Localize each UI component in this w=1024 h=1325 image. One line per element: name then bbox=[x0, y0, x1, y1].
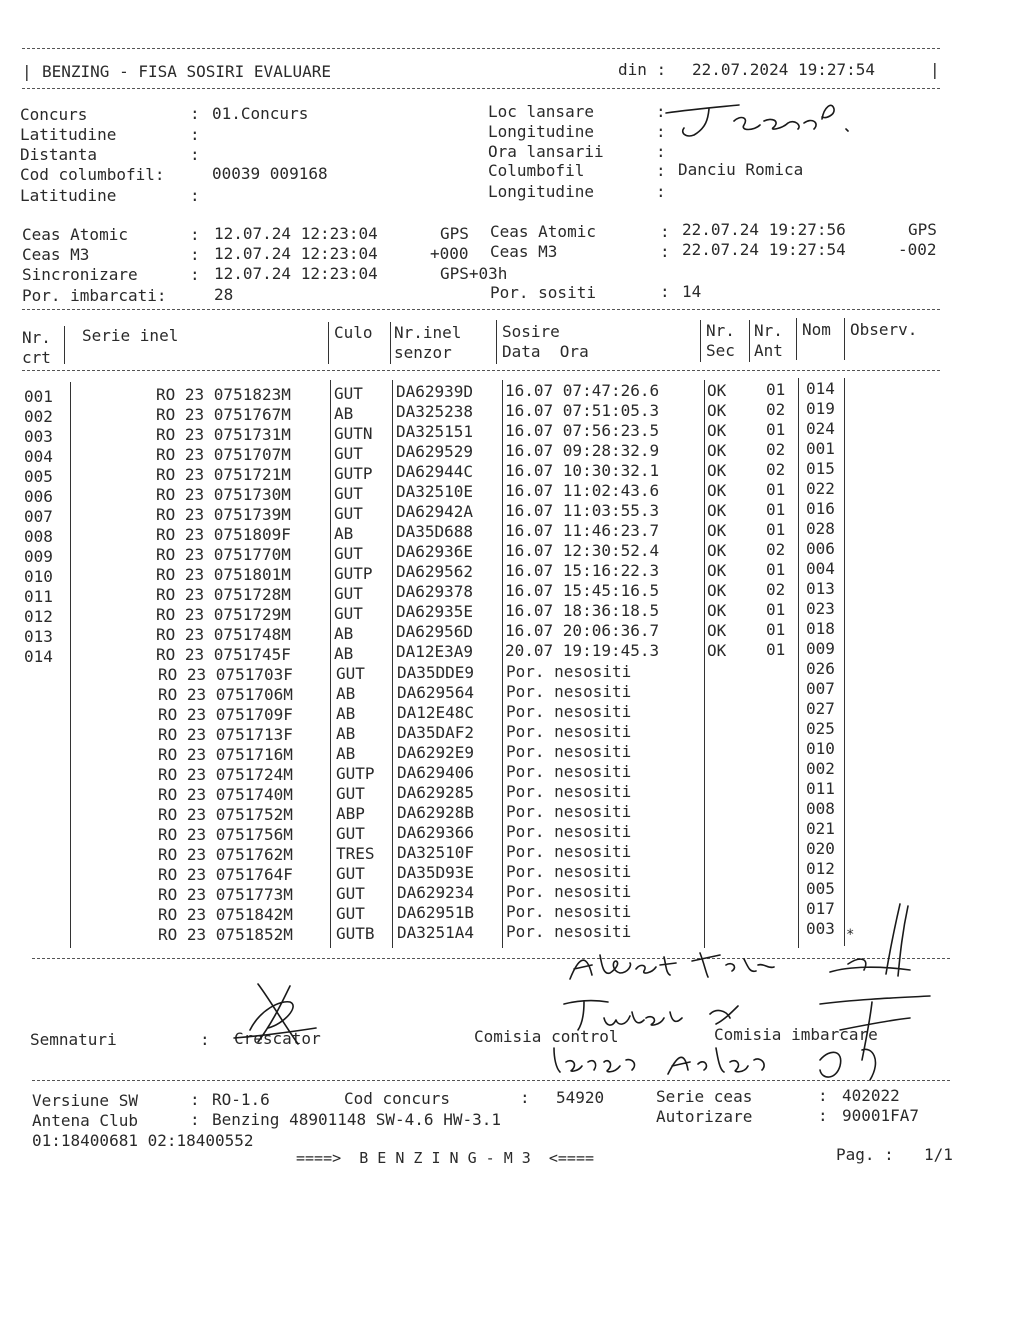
cell-crt: 001 bbox=[24, 387, 53, 406]
cell-sosire: 16.07 12:30:52.4 bbox=[505, 541, 660, 560]
ceas-m3-left: 12.07.24 12:23:04 bbox=[214, 244, 378, 263]
ceas-m3-right-label: Ceas M3 bbox=[490, 242, 558, 261]
cell-sosire: 16.07 15:45:16.5 bbox=[505, 581, 660, 600]
colon: : bbox=[190, 186, 200, 205]
col-culo: Culo bbox=[334, 323, 373, 342]
header-rule bbox=[22, 88, 940, 89]
ceas-m3-left-off: +000 bbox=[430, 244, 469, 263]
body-sep bbox=[392, 380, 393, 948]
cell-serie: RO 23 0751724M bbox=[158, 765, 293, 784]
cell-ant: 01 bbox=[766, 380, 786, 399]
cell-senzor: DA62935E bbox=[396, 602, 474, 621]
cell-nom: 017 bbox=[806, 899, 835, 918]
cell-culo: GUT bbox=[334, 544, 363, 563]
cell-nom: 022 bbox=[806, 479, 835, 498]
sincronizare-label: Sincronizare bbox=[22, 265, 138, 284]
colon: : bbox=[190, 1090, 200, 1109]
colon: : bbox=[656, 142, 666, 161]
cell-serie: RO 23 0751739M bbox=[156, 505, 291, 524]
col-serie: Serie inel bbox=[82, 326, 179, 345]
hdr-sep bbox=[749, 320, 750, 362]
cell-senzor: DA325151 bbox=[396, 422, 474, 441]
report-title: BENZING - FISA SOSIRI EVALUARE bbox=[42, 62, 331, 81]
cell-culo: AB bbox=[334, 524, 354, 543]
cell-serie: RO 23 0751745F bbox=[156, 645, 291, 664]
colon: : bbox=[520, 1088, 530, 1107]
cell-senzor: DA35DAF2 bbox=[397, 723, 475, 742]
ceas-m3-label: Ceas M3 bbox=[22, 245, 90, 264]
cell-serie: RO 23 0751752M bbox=[158, 805, 293, 824]
col-nrinel: Nr.inel bbox=[394, 323, 462, 342]
body-sep bbox=[70, 382, 71, 948]
imbarcati-value: 28 bbox=[214, 285, 234, 304]
cell-senzor: DA32510F bbox=[397, 843, 475, 862]
colon: : bbox=[660, 242, 670, 261]
cell-sosire: 16.07 11:46:23.7 bbox=[505, 521, 660, 540]
crescator-label: Crescator bbox=[234, 1029, 321, 1048]
cell-culo: GUT bbox=[336, 864, 365, 883]
hdr-sep bbox=[796, 318, 797, 360]
cell-crt: 002 bbox=[24, 407, 53, 426]
cell-serie: RO 23 0751842M bbox=[158, 905, 293, 924]
body-sep bbox=[704, 380, 705, 948]
semnaturi-label: Semnaturi bbox=[30, 1030, 117, 1049]
cell-serie: RO 23 0751770M bbox=[156, 545, 291, 564]
cell-crt: 012 bbox=[24, 607, 53, 626]
cell-sosire: Por. nesositi bbox=[506, 842, 632, 861]
cell-sosire: Por. nesositi bbox=[506, 722, 632, 741]
cell-sosire: 16.07 11:02:43.6 bbox=[505, 481, 660, 500]
cell-sosire: 16.07 20:06:36.7 bbox=[505, 621, 660, 640]
colon: : bbox=[656, 102, 666, 121]
cell-sosire: Por. nesositi bbox=[506, 682, 632, 701]
cell-nom: 028 bbox=[806, 519, 835, 538]
cell-sosire: Por. nesositi bbox=[506, 702, 632, 721]
row-end-marker: * bbox=[846, 927, 855, 943]
cell-crt: 005 bbox=[24, 467, 53, 486]
cell-nom: 007 bbox=[806, 679, 835, 698]
cell-ant: 01 bbox=[766, 600, 786, 619]
ceas-atomic-left-src: GPS bbox=[440, 224, 469, 243]
cell-nom: 005 bbox=[806, 879, 835, 898]
cell-culo: TRES bbox=[336, 844, 375, 863]
cell-crt: 007 bbox=[24, 507, 53, 526]
cell-ant: 01 bbox=[766, 500, 786, 519]
colon: : bbox=[190, 125, 200, 144]
hdr-sep bbox=[64, 326, 65, 364]
cell-serie: RO 23 0751756M bbox=[158, 825, 293, 844]
comisia-imbarcare-label: Comisia imbarcare bbox=[714, 1025, 878, 1044]
cell-senzor: DA629285 bbox=[397, 783, 475, 802]
cell-nom: 023 bbox=[806, 599, 835, 618]
cell-sosire: Por. nesositi bbox=[506, 882, 632, 901]
cell-nom: 006 bbox=[806, 539, 835, 558]
cell-sosire: Por. nesositi bbox=[506, 742, 632, 761]
concurs-value: 01.Concurs bbox=[212, 104, 309, 123]
top-rule bbox=[22, 48, 940, 49]
cell-culo: AB bbox=[334, 624, 354, 643]
cell-senzor: DA629406 bbox=[397, 763, 475, 782]
cell-senzor: DA62951B bbox=[397, 903, 475, 922]
col-sosire: Sosire bbox=[502, 322, 560, 341]
cell-sec: OK bbox=[707, 421, 727, 440]
cell-nom: 002 bbox=[806, 759, 835, 778]
cell-nom: 021 bbox=[806, 819, 835, 838]
cell-culo: AB bbox=[334, 644, 354, 663]
ceas-atomic-label: Ceas Atomic bbox=[22, 225, 128, 244]
col-crt: crt bbox=[22, 348, 51, 367]
cell-serie: RO 23 0751748M bbox=[156, 625, 291, 644]
cell-culo: AB bbox=[336, 744, 356, 763]
cell-serie: RO 23 0751767M bbox=[156, 405, 291, 424]
comisia-control-label: Comisia control bbox=[474, 1027, 619, 1046]
cell-culo: GUTP bbox=[334, 564, 373, 583]
col-nom: Nom bbox=[802, 320, 831, 339]
cell-senzor: DA32510E bbox=[396, 482, 474, 501]
cell-culo: GUT bbox=[334, 444, 363, 463]
col-nrsec1: Nr. bbox=[706, 321, 735, 340]
serie-ceas-value: 402022 bbox=[842, 1086, 900, 1105]
colon: : bbox=[656, 122, 666, 141]
versiune-value: RO-1.6 bbox=[212, 1090, 270, 1109]
cell-nom: 018 bbox=[806, 619, 835, 638]
comisia-imbarcare-signature bbox=[800, 900, 940, 1090]
body-sep bbox=[502, 380, 503, 948]
cell-crt: 004 bbox=[24, 447, 53, 466]
col-observ: Observ. bbox=[850, 320, 918, 339]
cell-sosire: Por. nesositi bbox=[506, 862, 632, 881]
hdr-sep bbox=[390, 322, 391, 364]
cell-senzor: DA325238 bbox=[396, 402, 474, 421]
cell-serie: RO 23 0751716M bbox=[158, 745, 293, 764]
colon: : bbox=[660, 282, 670, 301]
cell-culo: GUT bbox=[336, 824, 365, 843]
report-date-label: din : bbox=[618, 60, 667, 79]
antena-value: Benzing 48901148 SW-4.6 HW-3.1 bbox=[212, 1110, 501, 1129]
cell-senzor: DA629234 bbox=[397, 883, 475, 902]
cell-crt: 013 bbox=[24, 627, 53, 646]
hdr-sep bbox=[844, 318, 845, 360]
cell-senzor: DA629562 bbox=[396, 562, 474, 581]
antene-ids: 01:18400681 02:18400552 bbox=[32, 1131, 254, 1150]
cell-crt: 009 bbox=[24, 547, 53, 566]
cell-senzor: DA62942A bbox=[396, 502, 474, 521]
cell-serie: RO 23 0751762M bbox=[158, 845, 293, 864]
ionescu-signature bbox=[548, 1040, 788, 1080]
cell-sec: OK bbox=[707, 401, 727, 420]
cell-sosire: Por. nesositi bbox=[506, 782, 632, 801]
cell-sosire: 16.07 10:30:32.1 bbox=[505, 461, 660, 480]
serie-ceas-label: Serie ceas bbox=[656, 1087, 753, 1106]
table-top-rule bbox=[22, 309, 940, 310]
cell-sosire: 20.07 19:19:45.3 bbox=[505, 641, 660, 660]
cell-serie: RO 23 0751713F bbox=[158, 725, 293, 744]
latitudine-label: Latitudine bbox=[20, 125, 117, 144]
cell-ant: 01 bbox=[766, 620, 786, 639]
cell-ant: 02 bbox=[766, 440, 786, 459]
cell-nom: 013 bbox=[806, 579, 835, 598]
signatures-bottom-rule bbox=[32, 1080, 950, 1081]
table-header-rule bbox=[22, 370, 940, 371]
columbofil-label: Columbofil bbox=[488, 161, 585, 180]
col-nr: Nr. bbox=[22, 328, 51, 347]
colon: : bbox=[190, 245, 200, 264]
cell-serie: RO 23 0751706M bbox=[158, 685, 293, 704]
cell-senzor: DA62956D bbox=[396, 622, 474, 641]
cell-culo: AB bbox=[336, 684, 356, 703]
cell-ant: 01 bbox=[766, 520, 786, 539]
cell-crt: 008 bbox=[24, 527, 53, 546]
semnaturi-colon: : bbox=[200, 1030, 210, 1049]
col-nrant1: Nr. bbox=[754, 321, 783, 340]
alecsa-signature bbox=[560, 935, 800, 985]
cell-senzor: DA629529 bbox=[396, 442, 474, 461]
body-sep bbox=[330, 380, 331, 948]
ceas-atomic-right: 22.07.24 19:27:56 bbox=[682, 220, 846, 239]
cell-sosire: 16.07 11:03:55.3 bbox=[505, 501, 660, 520]
cell-sosire: 16.07 07:56:23.5 bbox=[505, 421, 660, 440]
page-value: 1/1 bbox=[924, 1145, 953, 1164]
hdr-sep bbox=[328, 322, 329, 364]
cell-sosire: 16.07 07:51:05.3 bbox=[505, 401, 660, 420]
cod-columbofil-label: Cod columbofil: bbox=[20, 165, 165, 184]
cell-culo: AB bbox=[334, 404, 354, 423]
distanta-label: Distanta bbox=[20, 145, 98, 164]
brand-line: ====> B E N Z I N G - M 3 <==== bbox=[296, 1149, 595, 1167]
cell-culo: GUT bbox=[336, 664, 365, 683]
cell-nom: 025 bbox=[806, 719, 835, 738]
col-senzor: senzor bbox=[394, 343, 452, 362]
crescator-signature bbox=[220, 980, 340, 1050]
colon: : bbox=[190, 225, 200, 244]
cell-nom: 009 bbox=[806, 639, 835, 658]
colon: : bbox=[190, 1110, 200, 1129]
cell-senzor: DA35DDE9 bbox=[397, 663, 475, 682]
cell-serie: RO 23 0751773M bbox=[158, 885, 293, 904]
cell-serie: RO 23 0751852M bbox=[158, 925, 293, 944]
cell-culo: GUT bbox=[334, 484, 363, 503]
cell-ant: 01 bbox=[766, 640, 786, 659]
body-sep bbox=[798, 378, 799, 948]
sositi-label: Por. sositi bbox=[490, 283, 596, 302]
cell-nom: 020 bbox=[806, 839, 835, 858]
cell-ant: 01 bbox=[766, 560, 786, 579]
ceas-m3-right-off: -002 bbox=[898, 240, 937, 259]
cell-sosire: Por. nesositi bbox=[506, 922, 632, 941]
cell-sosire: Por. nesositi bbox=[506, 822, 632, 841]
cell-nom: 026 bbox=[806, 659, 835, 678]
cell-nom: 019 bbox=[806, 399, 835, 418]
cell-serie: RO 23 0751728M bbox=[156, 585, 291, 604]
cell-sec: OK bbox=[707, 581, 727, 600]
sositi-value: 14 bbox=[682, 282, 702, 301]
cell-sec: OK bbox=[707, 441, 727, 460]
cell-senzor: DA35D688 bbox=[396, 522, 474, 541]
cell-serie: RO 23 0751801M bbox=[156, 565, 291, 584]
cell-sec: OK bbox=[707, 381, 727, 400]
colon: : bbox=[190, 104, 200, 123]
cell-culo: GUT bbox=[336, 904, 365, 923]
cell-culo: ABP bbox=[336, 804, 365, 823]
cell-serie: RO 23 0751740M bbox=[158, 785, 293, 804]
report-date: 22.07.2024 19:27:54 bbox=[692, 60, 876, 79]
cell-ant: 02 bbox=[766, 580, 786, 599]
colon: : bbox=[660, 222, 670, 241]
cell-culo: GUTP bbox=[336, 764, 375, 783]
cell-sec: OK bbox=[707, 541, 727, 560]
right-bar: | bbox=[930, 60, 940, 79]
cell-crt: 003 bbox=[24, 427, 53, 446]
loc-lansare-label: Loc lansare bbox=[488, 102, 594, 121]
cell-sosire: Por. nesositi bbox=[506, 902, 632, 921]
cell-senzor: DA12E3A9 bbox=[396, 642, 474, 661]
cell-culo: GUT bbox=[334, 384, 363, 403]
cell-serie: RO 23 0751764F bbox=[158, 865, 293, 884]
colon: : bbox=[656, 182, 666, 201]
cell-sosire: 16.07 15:16:22.3 bbox=[505, 561, 660, 580]
cell-nom: 003 bbox=[806, 919, 835, 938]
latitudine2-label: Latitudine bbox=[20, 186, 117, 205]
cell-serie: RO 23 0751707M bbox=[156, 445, 291, 464]
cell-serie: RO 23 0751730M bbox=[156, 485, 291, 504]
cell-nom: 015 bbox=[806, 459, 835, 478]
longitudine-label: Longitudine bbox=[488, 122, 594, 141]
cell-senzor: DA62936E bbox=[396, 542, 474, 561]
cell-ant: 02 bbox=[766, 460, 786, 479]
cell-serie: RO 23 0751721M bbox=[156, 465, 291, 484]
body-sep bbox=[844, 378, 845, 946]
cell-sosire: Por. nesositi bbox=[506, 762, 632, 781]
cell-culo: GUT bbox=[336, 784, 365, 803]
longitudine2-label: Longitudine bbox=[488, 182, 594, 201]
cell-serie: RO 23 0751709F bbox=[158, 705, 293, 724]
cell-sec: OK bbox=[707, 621, 727, 640]
cell-nom: 011 bbox=[806, 779, 835, 798]
cell-ant: 01 bbox=[766, 480, 786, 499]
cell-senzor: DA629378 bbox=[396, 582, 474, 601]
concurs-label: Concurs bbox=[20, 105, 88, 124]
cell-crt: 011 bbox=[24, 587, 53, 606]
cell-sec: OK bbox=[707, 481, 727, 500]
colon: : bbox=[818, 1106, 828, 1125]
cell-sec: OK bbox=[707, 601, 727, 620]
sincronizare-value: 12.07.24 12:23:04 bbox=[214, 264, 378, 283]
columbofil-value: Danciu Romica bbox=[678, 160, 804, 179]
ceas-atomic-right-label: Ceas Atomic bbox=[490, 222, 596, 241]
antena-label: Antena Club bbox=[32, 1111, 138, 1130]
cell-senzor: DA12E48C bbox=[397, 703, 475, 722]
sincronizare-src: GPS+03h bbox=[440, 264, 508, 283]
cell-culo: AB bbox=[336, 724, 356, 743]
cell-nom: 024 bbox=[806, 419, 835, 438]
cell-senzor: DA62944C bbox=[396, 462, 474, 481]
cell-nom: 010 bbox=[806, 739, 835, 758]
cell-nom: 001 bbox=[806, 439, 835, 458]
colon: : bbox=[818, 1086, 828, 1105]
col-nrsec2: Sec bbox=[706, 341, 735, 360]
cell-serie: RO 23 0751703F bbox=[158, 665, 293, 684]
cell-sec: OK bbox=[707, 561, 727, 580]
ora-lansarii-label: Ora lansarii bbox=[488, 142, 604, 161]
cell-serie: RO 23 0751823M bbox=[156, 385, 291, 404]
cell-nom: 004 bbox=[806, 559, 835, 578]
cell-senzor: DA629564 bbox=[397, 683, 475, 702]
cell-serie: RO 23 0751809F bbox=[156, 525, 291, 544]
cod-concurs-value: 54920 bbox=[556, 1088, 605, 1107]
hdr-sep bbox=[496, 320, 497, 364]
cell-sosire: Por. nesositi bbox=[506, 802, 632, 821]
col-nrant2: Ant bbox=[754, 341, 783, 360]
cell-nom: 014 bbox=[806, 379, 835, 398]
cell-culo: GUTB bbox=[336, 924, 375, 943]
cod-concurs-label: Cod concurs bbox=[344, 1089, 450, 1108]
cell-ant: 02 bbox=[766, 400, 786, 419]
hdr-sep bbox=[700, 320, 701, 362]
cell-culo: GUT bbox=[336, 884, 365, 903]
autorizare-label: Autorizare bbox=[656, 1107, 753, 1126]
cell-sosire: Por. nesositi bbox=[506, 662, 632, 681]
page-label: Pag. : bbox=[836, 1145, 894, 1164]
loc-lansare-handwriting bbox=[664, 95, 864, 145]
cell-senzor: DA629366 bbox=[397, 823, 475, 842]
cell-crt: 014 bbox=[24, 647, 53, 666]
colon: : bbox=[656, 161, 666, 180]
cell-senzor: DA35D93E bbox=[397, 863, 475, 882]
cell-sec: OK bbox=[707, 521, 727, 540]
cell-nom: 016 bbox=[806, 499, 835, 518]
cell-culo: AB bbox=[336, 704, 356, 723]
cell-nom: 027 bbox=[806, 699, 835, 718]
cell-senzor: DA62928B bbox=[397, 803, 475, 822]
cell-sec: OK bbox=[707, 461, 727, 480]
ceas-m3-right: 22.07.24 19:27:54 bbox=[682, 240, 846, 259]
left-bar: | bbox=[22, 62, 32, 81]
cell-culo: GUT bbox=[334, 584, 363, 603]
ceas-atomic-left: 12.07.24 12:23:04 bbox=[214, 224, 378, 243]
cell-serie: RO 23 0751731M bbox=[156, 425, 291, 444]
cell-culo: GUT bbox=[334, 504, 363, 523]
cell-senzor: DA6292E9 bbox=[397, 743, 475, 762]
cell-senzor: DA3251A4 bbox=[397, 923, 475, 942]
versiune-label: Versiune SW bbox=[32, 1091, 138, 1110]
cell-culo: GUT bbox=[334, 604, 363, 623]
cell-sec: OK bbox=[707, 501, 727, 520]
colon: : bbox=[190, 265, 200, 284]
cell-sosire: 16.07 09:28:32.9 bbox=[505, 441, 660, 460]
cell-sosire: 16.07 07:47:26.6 bbox=[505, 381, 660, 400]
colon: : bbox=[190, 145, 200, 164]
cell-ant: 02 bbox=[766, 540, 786, 559]
cell-crt: 006 bbox=[24, 487, 53, 506]
cell-crt: 010 bbox=[24, 567, 53, 586]
autorizare-value: 90001FA7 bbox=[842, 1106, 920, 1125]
cell-nom: 008 bbox=[806, 799, 835, 818]
col-data-ora: Data Ora bbox=[502, 342, 589, 361]
cell-sosire: 16.07 18:36:18.5 bbox=[505, 601, 660, 620]
cell-sec: OK bbox=[707, 641, 727, 660]
cell-ant: 01 bbox=[766, 420, 786, 439]
cell-serie: RO 23 0751729M bbox=[156, 605, 291, 624]
cod-columbofil-value: 00039 009168 bbox=[212, 164, 328, 183]
ceas-atomic-right-src: GPS bbox=[908, 220, 937, 239]
cell-culo: GUTP bbox=[334, 464, 373, 483]
cell-culo: GUTN bbox=[334, 424, 373, 443]
cell-nom: 012 bbox=[806, 859, 835, 878]
imbarcati-label: Por. imbarcati: bbox=[22, 286, 167, 305]
tutuianu-signature bbox=[560, 994, 750, 1034]
cell-senzor: DA62939D bbox=[396, 382, 474, 401]
